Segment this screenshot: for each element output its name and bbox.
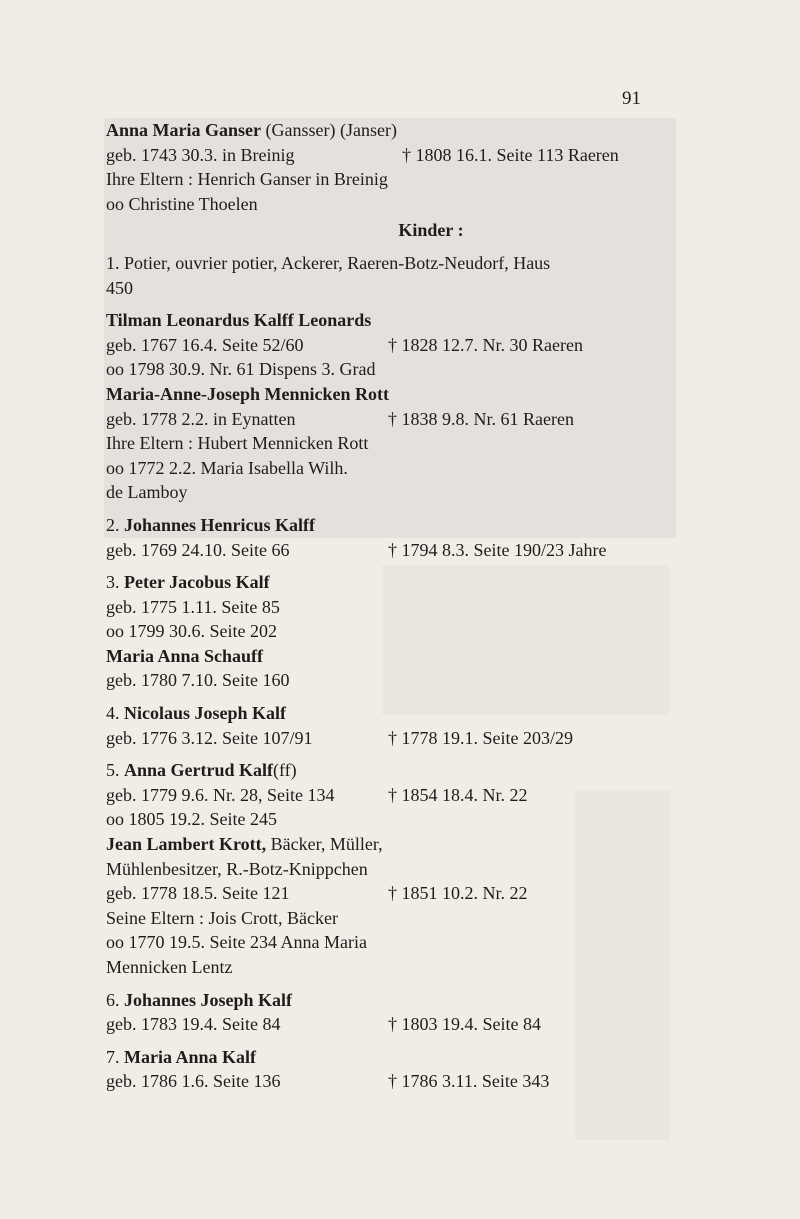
child6-name: Johannes Joseph Kalf — [124, 989, 293, 1010]
header-person-birth: geb. 1743 30.3. in Breinig — [106, 144, 295, 165]
child5-marriage: oo 1805 19.2. Seite 245 — [106, 809, 277, 830]
child5-spouse-death: † 1851 10.2. Nr. 22 — [388, 883, 528, 904]
child1-name: Tilman Leonardus Kalff Leonards — [106, 310, 372, 331]
child4-birth-death — [106, 726, 666, 751]
header-person-name: Anna Maria Ganser — [106, 120, 261, 140]
child5-spouse-birth: geb. 1778 18.5. Seite 121 — [106, 883, 290, 904]
child5-spouse-parents-marriage: oo 1770 19.5. Seite 234 Anna Maria — [106, 932, 367, 953]
child5-death: † 1854 18.4. Nr. 22 — [388, 784, 528, 805]
child1-birth: geb. 1767 16.4. Seite 52/60 — [106, 334, 304, 355]
kinder-heading: Kinder : — [398, 220, 464, 241]
child2-death: † 1794 8.3. Seite 190/23 Jahre — [388, 539, 607, 560]
child1-spouse-parents-marriage: oo 1772 2.2. Maria Isabella Wilh. — [106, 457, 348, 478]
child3-number: 3. — [106, 572, 120, 593]
child3-birth: geb. 1775 1.11. Seite 85 — [106, 596, 280, 617]
page-number: 91 — [622, 88, 641, 109]
child7-birth-death — [106, 1069, 666, 1094]
child3-marriage: oo 1799 30.6. Seite 202 — [106, 621, 277, 642]
child5-spouse-birth-death — [106, 881, 666, 906]
child5-spouse-occupation: Bäcker, Müller, — [270, 834, 383, 855]
child7-number: 7. — [106, 1046, 120, 1067]
child1-spouse-birth-death — [106, 407, 666, 432]
child7-death: † 1786 3.11. Seite 343 — [388, 1071, 550, 1092]
child5-birth: geb. 1779 9.6. Nr. 28, Seite 134 — [106, 784, 335, 805]
header-person-line — [106, 118, 666, 143]
child7-name: Maria Anna Kalf — [124, 1046, 257, 1067]
child4-death: † 1778 19.1. Seite 203/29 — [388, 727, 573, 748]
child6-birth-death — [106, 1012, 666, 1037]
child4-header — [106, 701, 666, 726]
child1-spouse-parents: Ihre Eltern : Hubert Mennicken Rott — [106, 433, 369, 454]
child5-suffix: (ff) — [273, 760, 297, 781]
child5-spouse-parents-marriage-cont: Mennicken Lentz — [106, 957, 233, 977]
child1-death: † 1828 12.7. Nr. 30 Raeren — [388, 334, 583, 355]
child5-name: Anna Gertrud Kalf — [124, 760, 274, 781]
child1-birth-death — [106, 333, 666, 358]
child3-name: Peter Jacobus Kalf — [124, 572, 270, 593]
child5-header — [106, 758, 666, 783]
child4-name: Nicolaus Joseph Kalf — [124, 703, 287, 724]
child6-header — [106, 988, 666, 1013]
child2-birth-death — [106, 538, 666, 563]
child5-spouse-parents: Seine Eltern : Jois Crott, Bäcker — [106, 907, 338, 928]
child5-spouse-occupation-cont: Mühlenbesitzer, R.-Botz-Knippchen — [106, 858, 368, 879]
header-person-aliases: (Gansser) (Janser) — [265, 120, 397, 140]
genealogy-entry — [106, 118, 666, 1094]
child1-spouse-parents-marriage-cont: de Lamboy — [106, 482, 188, 503]
header-person-parents-marriage: oo Christine Thoelen — [106, 193, 258, 214]
child4-number: 4. — [106, 703, 120, 724]
child5-birth-death — [106, 783, 666, 808]
child2-number: 2. — [106, 514, 120, 535]
child3-spouse-name: Maria Anna Schauff — [106, 645, 264, 666]
child2-name: Johannes Henricus Kalff — [124, 514, 316, 535]
child1-spouse-name: Maria-Anne-Joseph Mennicken Rott — [106, 383, 389, 404]
child1-spouse-death: † 1838 9.8. Nr. 61 Raeren — [388, 408, 574, 429]
header-person-death: † 1808 16.1. Seite 113 Raeren — [402, 144, 619, 165]
child6-number: 6. — [106, 989, 120, 1010]
child3-header — [106, 570, 666, 595]
header-person-parents: Ihre Eltern : Henrich Ganser in Breinig — [106, 169, 388, 190]
child6-death: † 1803 19.4. Seite 84 — [388, 1014, 541, 1035]
child2-birth: geb. 1769 24.10. Seite 66 — [106, 539, 290, 560]
header-person-birth-death — [106, 143, 666, 168]
child5-spouse-name: Jean Lambert Krott, — [106, 834, 267, 855]
child3-spouse-birth: geb. 1780 7.10. Seite 160 — [106, 670, 290, 691]
child1-marriage: oo 1798 30.9. Nr. 61 Dispens 3. Grad — [106, 359, 376, 380]
child5-spouse-line — [106, 832, 666, 857]
child6-birth: geb. 1783 19.4. Seite 84 — [106, 1014, 281, 1035]
child2-header — [106, 513, 666, 538]
child4-birth: geb. 1776 3.12. Seite 107/91 — [106, 727, 313, 748]
child1-line2: 450 — [106, 277, 133, 298]
child7-birth: geb. 1786 1.6. Seite 136 — [106, 1071, 281, 1092]
child5-number: 5. — [106, 760, 120, 781]
child7-header — [106, 1045, 666, 1070]
child1-spouse-birth: geb. 1778 2.2. in Eynatten — [106, 408, 296, 429]
child1-line1: 1. Potier, ouvrier potier, Ackerer, Raeren-Botz-Neudorf, Haus — [106, 252, 551, 273]
